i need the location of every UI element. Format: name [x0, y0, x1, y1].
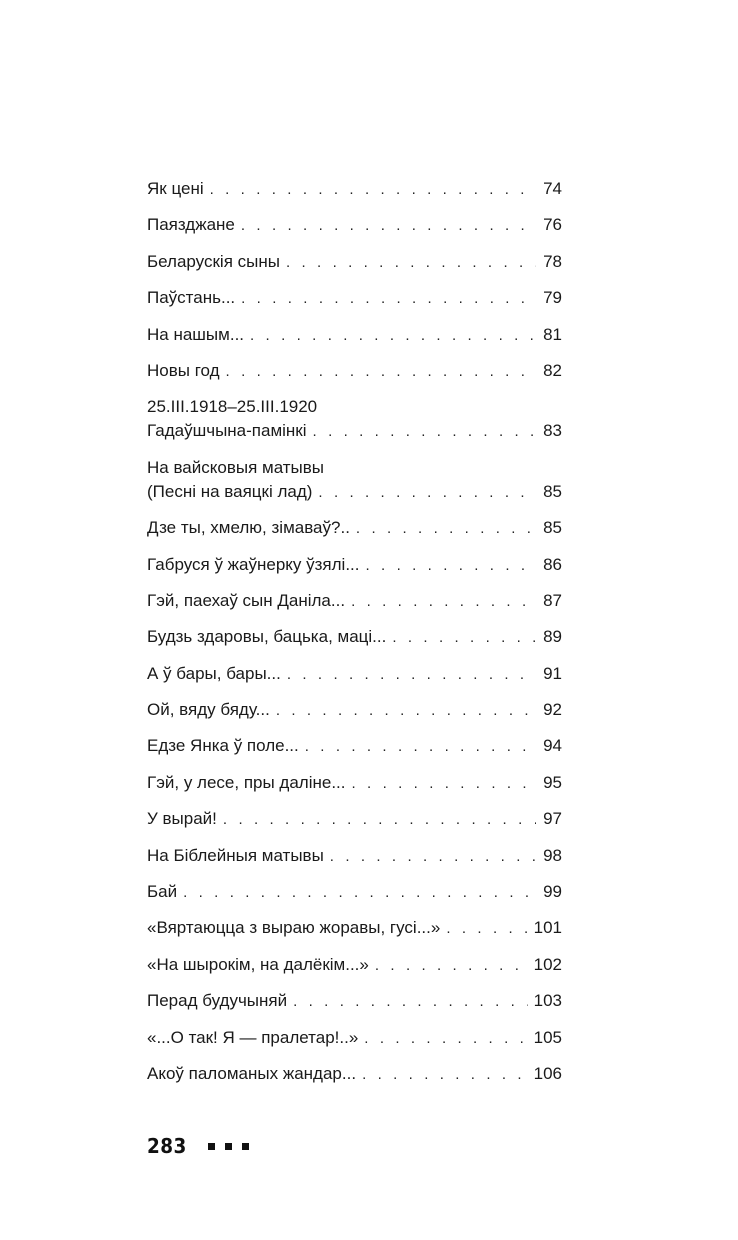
- toc-entry-title: Гадаўшчына-памінкі: [147, 421, 307, 441]
- toc-entry-row: [147, 323, 562, 348]
- dot-leader: [241, 214, 536, 238]
- toc-entry: [147, 359, 562, 384]
- toc-entry-page: 91: [543, 663, 562, 683]
- toc-entry-title: Гэй, паехаў сын Даніла...: [147, 590, 346, 610]
- toc-entry-page: 106: [533, 1063, 562, 1083]
- toc-entry-page: 95: [543, 772, 562, 792]
- toc-entry-row: [147, 880, 562, 905]
- toc-entry-row: [147, 589, 562, 614]
- dot-leader: [362, 1063, 528, 1087]
- toc-entry-title: Габруся ў жаўнерку ўзялі...: [147, 554, 360, 574]
- toc-entry-title: Як цені: [147, 179, 204, 198]
- toc-entry-row: [147, 286, 562, 311]
- toc-entry: [147, 916, 562, 941]
- toc-entry-row: [147, 771, 562, 796]
- toc-entry-title: «...О так! Я — пралетар!..»: [147, 1027, 359, 1047]
- toc-entry: [147, 1062, 562, 1087]
- toc-entry: [147, 698, 562, 723]
- toc-entry-page: 94: [543, 736, 562, 756]
- dot-leader: [241, 287, 536, 311]
- toc-entry-page: 78: [543, 251, 562, 271]
- toc-entry-row: [147, 734, 562, 759]
- dot-leader: [352, 772, 536, 796]
- toc-entry: [147, 989, 562, 1014]
- toc-entry-title: У вырай!: [147, 809, 217, 829]
- page-footer: [147, 1134, 249, 1158]
- toc-entry-title: Ой, вяду бяду...: [147, 700, 270, 720]
- toc-entry-page: 97: [543, 809, 562, 829]
- toc-entry-title: На нашым...: [147, 324, 245, 344]
- toc-entry-row: [147, 625, 562, 650]
- toc-entry: [147, 771, 562, 796]
- toc-entry: [147, 662, 562, 687]
- toc-entry-page: 92: [543, 700, 562, 720]
- toc-entry: [147, 456, 562, 505]
- toc-entry: [147, 553, 562, 578]
- toc-entry: [147, 213, 562, 238]
- toc-entry-row: [147, 989, 562, 1014]
- toc-entry-page: 81: [543, 324, 562, 344]
- square-ornament-icon: [225, 1143, 232, 1150]
- toc-entry-page: 85: [543, 518, 562, 538]
- toc-entry-title: Беларускія сыны: [147, 251, 280, 271]
- dot-leader: [210, 178, 536, 202]
- dot-leader: [446, 917, 527, 941]
- dot-leader: [356, 517, 536, 541]
- toc-entry-page: 98: [543, 845, 562, 865]
- toc-entry-heading-line: На вайсковыя матывы: [147, 457, 325, 477]
- dot-leader: [313, 420, 536, 444]
- toc-entry-row: [147, 250, 562, 275]
- toc-entry-title: (Песні на ваяцкі лад): [147, 481, 313, 501]
- toc-entry-title: Едзе Янка ў поле...: [147, 736, 299, 756]
- toc-entry: [147, 807, 562, 832]
- dot-leader: [287, 663, 536, 687]
- dot-leader: [183, 881, 536, 905]
- toc-entry: [147, 395, 562, 444]
- toc-entry-page: 86: [543, 554, 562, 574]
- square-ornament-icon: [242, 1143, 249, 1150]
- toc-entry-row: [147, 698, 562, 723]
- toc-entry: [147, 323, 562, 348]
- toc-entry-page: 87: [543, 590, 562, 610]
- dot-leader: [364, 1027, 527, 1051]
- dot-leader: [351, 590, 536, 614]
- toc-entry-row: [147, 1026, 562, 1051]
- toc-entry-row: [147, 844, 562, 869]
- dot-leader: [286, 251, 536, 275]
- toc-entry: [147, 880, 562, 905]
- dot-leader: [250, 324, 536, 348]
- toc-entry: [147, 625, 562, 650]
- toc-entry-page: 89: [543, 627, 562, 647]
- toc-entry-heading-line: 25.III.1918–25.III.1920: [147, 397, 318, 417]
- toc-entry-title: Дзе ты, хмелю, зімаваў?..: [147, 518, 350, 538]
- dot-leader: [366, 554, 536, 578]
- toc-entry-row: [147, 480, 562, 505]
- toc-entry: [147, 844, 562, 869]
- toc-entry-row: [147, 213, 562, 238]
- toc-entry-row: [147, 953, 562, 978]
- toc-entry-page: 74: [543, 179, 562, 198]
- page-number: 283: [147, 1134, 187, 1158]
- dot-leader: [392, 626, 536, 650]
- square-ornament-icon: [208, 1143, 215, 1150]
- toc-entry: [147, 250, 562, 275]
- dot-leader: [223, 808, 536, 832]
- toc-entry-row: [147, 177, 562, 202]
- toc-entry-page: 102: [533, 954, 562, 974]
- toc-entry-row: [147, 662, 562, 687]
- dot-leader: [318, 481, 536, 505]
- toc-entry-page: 105: [533, 1027, 562, 1047]
- dot-leader: [330, 845, 536, 869]
- toc-entry-row: [147, 359, 562, 384]
- toc-entry-row: [147, 916, 562, 941]
- toc-entry-title: Акоў паломаных жандар...: [147, 1063, 357, 1083]
- toc-entry-row: [147, 516, 562, 541]
- toc-entry-page: 103: [533, 991, 562, 1011]
- toc-entry-title: Паязджане: [147, 215, 235, 235]
- toc-entry-page: 101: [533, 918, 562, 938]
- toc-entry: [147, 286, 562, 311]
- toc-entry-row: [147, 553, 562, 578]
- toc-entry-page: 82: [543, 360, 562, 380]
- toc-entry-page: 79: [543, 288, 562, 308]
- toc-entry-title: Паўстань...: [147, 288, 236, 308]
- dot-leader: [305, 735, 536, 759]
- toc-entry-title: Гэй, у лесе, пры даліне...: [147, 772, 346, 792]
- toc-entry: [147, 953, 562, 978]
- toc-entry-row: [147, 1062, 562, 1087]
- toc-entry-page: 76: [543, 215, 562, 235]
- toc-entry: [147, 589, 562, 614]
- toc-entry-title: На Біблейныя матывы: [147, 845, 324, 865]
- table-of-contents: [147, 177, 562, 1098]
- toc-entry-page: 99: [543, 882, 562, 902]
- toc-entry-title: «Вяртаюцца з выраю жоравы, гусі...»: [147, 918, 441, 938]
- toc-entry-title: Будзь здаровы, бацька, маці...: [147, 627, 387, 647]
- dot-leader: [276, 699, 536, 723]
- toc-entry: [147, 177, 562, 202]
- toc-entry: [147, 516, 562, 541]
- toc-entry-row: [147, 807, 562, 832]
- dot-leader: [293, 990, 528, 1014]
- toc-entry-row: [147, 419, 562, 444]
- toc-entry-title: А ў бары, бары...: [147, 663, 281, 683]
- dot-leader: [375, 954, 528, 978]
- toc-entry-page: 83: [543, 421, 562, 441]
- toc-entry-page: 85: [543, 481, 562, 501]
- dot-leader: [226, 360, 536, 384]
- toc-entry: [147, 734, 562, 759]
- toc-entry-title: Бай: [147, 882, 178, 902]
- toc-entry: [147, 1026, 562, 1051]
- toc-entry-title: Перад будучыняй: [147, 991, 288, 1011]
- toc-entry-title: «На шырокім, на далёкім...»: [147, 954, 369, 974]
- toc-entry-title: Новы год: [147, 360, 220, 380]
